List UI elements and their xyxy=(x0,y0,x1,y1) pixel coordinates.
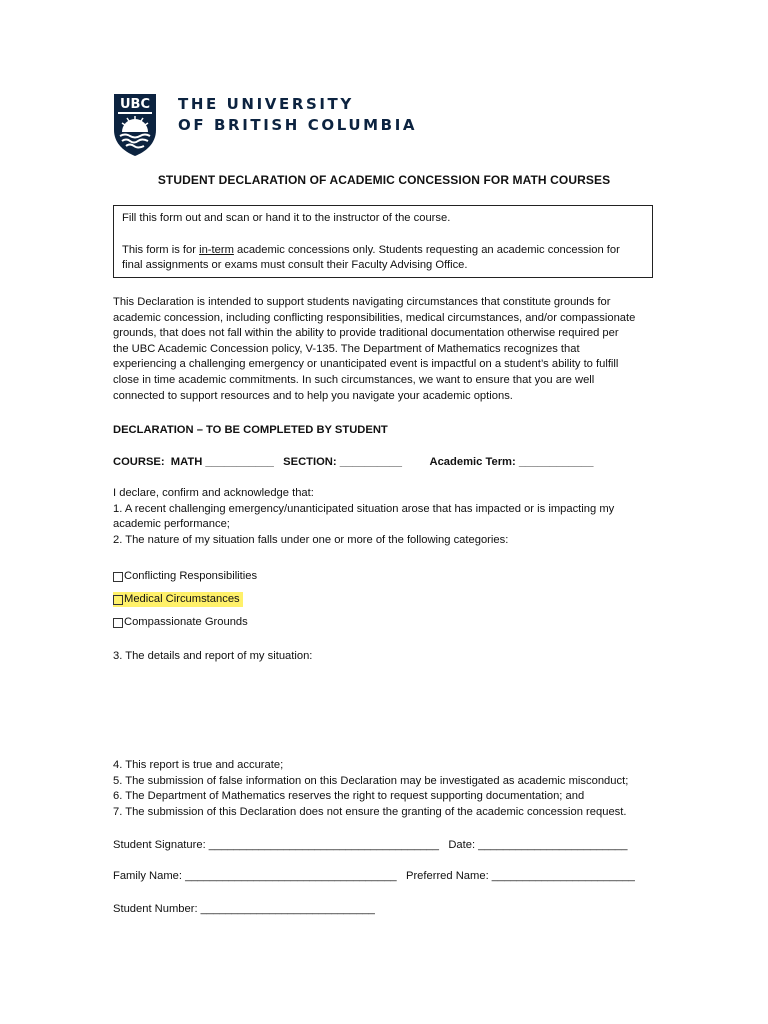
university-name-line2: OF BRITISH COLUMBIA xyxy=(178,116,418,134)
acknowledgement-list xyxy=(113,486,658,548)
ack-line: 1. A recent challenging emergency/unanticipated situation arose that has impacted or is impacting my xyxy=(113,502,615,515)
statement-line: 6. The Department of Mathematics reserves the right to request supporting documentation; and xyxy=(113,790,585,803)
ack-line: I declare, confirm and acknowledge that: xyxy=(113,487,314,499)
intro-line: experiencing a challenging emergency or unanticipated event is impactful on a student’s ability to fulfill xyxy=(113,358,619,371)
intro-line: grounds, that does not fall within the ability to provide traditional documentation otherwise required per xyxy=(113,327,619,340)
svg-text:UBC: UBC xyxy=(119,97,151,112)
declaration-heading: DECLARATION – TO BE COMPLETED BY STUDENT xyxy=(113,424,388,436)
intro-line: connected to support resources and to help you navigate your academic options. xyxy=(113,389,513,402)
ack-line: 2. The nature of my situation falls under one or more of the following categories: xyxy=(113,533,509,546)
details-label: 3. The details and report of my situation: xyxy=(113,650,313,662)
ack-line: academic performance; xyxy=(113,518,230,531)
checkbox-label: Conflicting Responsibilities xyxy=(124,570,258,582)
checkbox-icon[interactable] xyxy=(113,572,123,582)
intro-line: the UBC Academic Concession policy, V-135. The Department of Mathematics recognizes that xyxy=(113,342,580,355)
statement-line: 4. This report is true and accurate; xyxy=(113,759,284,771)
final-statements xyxy=(113,758,673,820)
name-fields[interactable]: Family Name: __________________________________ Preferred Name: _______________________ xyxy=(113,870,635,882)
in-term-underlined: in-term xyxy=(199,243,234,256)
university-name-line1: THE UNIVERSITY xyxy=(178,95,354,113)
instruction-line-2 xyxy=(122,243,644,259)
intro-line: This Declaration is intended to support students navigating circumstances that constitute grounds for xyxy=(113,296,611,308)
university-name xyxy=(178,94,417,136)
instruction-line-3: final assignments or exams must consult their Faculty Advising Office. xyxy=(122,259,468,271)
checkbox-label: Compassionate Grounds xyxy=(124,616,248,628)
checkbox-compassionate-grounds[interactable] xyxy=(113,615,248,630)
instruction-line-1: Fill this form out and scan or hand it to the instructor of the course. xyxy=(122,212,451,224)
highlight-mark xyxy=(113,592,243,607)
instruction-box xyxy=(113,205,653,278)
course-section-term-fields[interactable]: COURSE: MATH ___________ SECTION: __________ Academic Term: ____________ xyxy=(113,456,594,468)
ubc-logo-crest-icon xyxy=(112,92,158,158)
document-title: STUDENT DECLARATION OF ACADEMIC CONCESSION FOR MATH COURSES xyxy=(157,173,611,187)
intro-paragraph xyxy=(113,295,658,404)
intro-line: academic concession, including conflicting responsibilities, medical circumstances, and/or compassionate xyxy=(113,311,636,324)
student-number-field[interactable]: Student Number: ____________________________ xyxy=(113,903,375,915)
checkbox-medical-circumstances[interactable] xyxy=(113,592,243,607)
instruction-line-2-end: academic concessions only. Students requesting an academic concession for xyxy=(233,243,620,256)
intro-line: close in time academic commitments. In such circumstances, we want to ensure that you are well xyxy=(113,373,595,386)
checkbox-conflicting-responsibilities[interactable] xyxy=(113,569,257,584)
signature-date-fields[interactable]: Student Signature: _____________________________________ Date: ________________________ xyxy=(113,839,628,851)
instruction-line-2-start: This form is for xyxy=(122,243,200,256)
checkbox-icon[interactable] xyxy=(113,595,123,605)
statement-line: 5. The submission of false information on this Declaration may be investigated as academic misconduct; xyxy=(113,774,629,787)
checkbox-label: Medical Circumstances xyxy=(124,593,240,605)
statement-line: 7. The submission of this Declaration does not ensure the granting of the academic concession request. xyxy=(113,805,627,818)
checkbox-icon[interactable] xyxy=(113,618,123,628)
